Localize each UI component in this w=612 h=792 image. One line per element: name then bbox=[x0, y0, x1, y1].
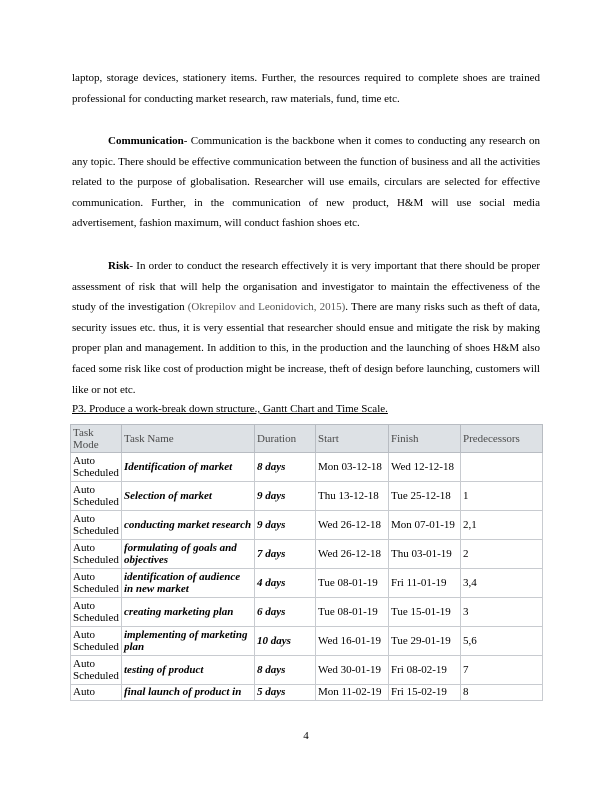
task-start: Mon 11-02-19 bbox=[316, 685, 389, 701]
table-header-row bbox=[71, 425, 543, 453]
task-name: implementing of marketing plan bbox=[122, 627, 255, 656]
intro-paragraph: laptop, storage devices, stationery items. Further, the resources required to complete shoes are trained professional for conducting market research, raw materials, fund, time etc. bbox=[72, 72, 540, 105]
task-predecessors: 3 bbox=[461, 598, 543, 627]
task-mode: Auto Scheduled bbox=[71, 540, 122, 569]
communication-paragraph bbox=[72, 131, 540, 234]
task-duration: 8 days bbox=[255, 656, 316, 685]
task-name: identification of audience in new market bbox=[122, 569, 255, 598]
task-start: Wed 16-01-19 bbox=[316, 627, 389, 656]
risk-term: Risk bbox=[108, 260, 130, 272]
page-number: 4 bbox=[303, 730, 309, 742]
task-start: Tue 08-01-19 bbox=[316, 598, 389, 627]
section-heading: P3. Produce a work-break down structure., Gantt Chart and Time Scale. bbox=[72, 403, 388, 415]
communication-text: - Communication is the backbone when it comes to conducting any research on any topic. There should be effective communication between the function of business and all the activities related to the purpose of globalisation. Researcher will use emails, circulars are selected for effective communication. Further, in the communication of new product, H&M will use social media advertisement, fashion maximum, will conduct fashion shoes etc. bbox=[72, 135, 540, 230]
task-predecessors: 5,6 bbox=[461, 627, 543, 656]
task-finish: Tue 25-12-18 bbox=[389, 482, 461, 511]
task-name: testing of product bbox=[122, 656, 255, 685]
risk-text: - In order to conduct the research effectively it is very important that there should be proper assessment of risk that will help the organisation and investigator to maintain the effectiveness of the study of the investigation bbox=[72, 260, 540, 314]
header-predecessors: Predecessors bbox=[461, 425, 543, 453]
task-mode: Auto Scheduled bbox=[71, 627, 122, 656]
table-row bbox=[71, 569, 543, 598]
task-predecessors: 2 bbox=[461, 540, 543, 569]
task-predecessors: 3,4 bbox=[461, 569, 543, 598]
table-row bbox=[71, 627, 543, 656]
task-mode: Auto Scheduled bbox=[71, 482, 122, 511]
task-name: creating marketing plan bbox=[122, 598, 255, 627]
task-duration: 7 days bbox=[255, 540, 316, 569]
task-name: final launch of product in bbox=[122, 685, 255, 701]
task-mode: Auto Scheduled bbox=[71, 511, 122, 540]
table-row bbox=[71, 598, 543, 627]
task-duration: 9 days bbox=[255, 482, 316, 511]
task-finish: Fri 15-02-19 bbox=[389, 685, 461, 701]
task-start: Thu 13-12-18 bbox=[316, 482, 389, 511]
task-finish: Fri 11-01-19 bbox=[389, 569, 461, 598]
task-duration: 10 days bbox=[255, 627, 316, 656]
risk-text-continued: . There are many risks such as theft of data, security issues etc. thus, it is very essential that researcher should ensue and mitigate the risk by making proper plan and management. In addition to this, in the production and the launching of shoes H&M also faced some risk like cost of production might be increase, theft of design before launching, customers will like or not etc. bbox=[72, 301, 540, 396]
task-start: Tue 08-01-19 bbox=[316, 569, 389, 598]
task-mode: Auto Scheduled bbox=[71, 656, 122, 685]
task-start: Mon 03-12-18 bbox=[316, 453, 389, 482]
table-row bbox=[71, 482, 543, 511]
task-finish: Wed 12-12-18 bbox=[389, 453, 461, 482]
task-predecessors bbox=[461, 453, 543, 482]
header-start: Start bbox=[316, 425, 389, 453]
header-task-mode: Task Mode bbox=[71, 425, 122, 453]
task-mode: Auto bbox=[71, 685, 122, 701]
task-predecessors: 2,1 bbox=[461, 511, 543, 540]
task-mode: Auto Scheduled bbox=[71, 453, 122, 482]
task-mode: Auto Scheduled bbox=[71, 569, 122, 598]
table-row bbox=[71, 685, 543, 701]
table-row bbox=[71, 453, 543, 482]
task-start: Wed 26-12-18 bbox=[316, 540, 389, 569]
task-duration: 4 days bbox=[255, 569, 316, 598]
task-duration: 6 days bbox=[255, 598, 316, 627]
gantt-task-table bbox=[70, 424, 543, 701]
header-duration: Duration bbox=[255, 425, 316, 453]
table-row bbox=[71, 511, 543, 540]
task-duration: 5 days bbox=[255, 685, 316, 701]
task-predecessors: 7 bbox=[461, 656, 543, 685]
task-name: Identification of market bbox=[122, 453, 255, 482]
header-task-name: Task Name bbox=[122, 425, 255, 453]
task-start: Wed 26-12-18 bbox=[316, 511, 389, 540]
risk-citation: (Okrepilov and Leonidovich, 2015) bbox=[187, 301, 346, 314]
task-start: Wed 30-01-19 bbox=[316, 656, 389, 685]
task-name: formulating of goals and objectives bbox=[122, 540, 255, 569]
task-finish: Thu 03-01-19 bbox=[389, 540, 461, 569]
task-name: Selection of market bbox=[122, 482, 255, 511]
task-finish: Fri 08-02-19 bbox=[389, 656, 461, 685]
task-name: conducting market research bbox=[122, 511, 255, 540]
header-finish: Finish bbox=[389, 425, 461, 453]
task-predecessors: 8 bbox=[461, 685, 543, 701]
task-finish: Tue 29-01-19 bbox=[389, 627, 461, 656]
task-finish: Tue 15-01-19 bbox=[389, 598, 461, 627]
communication-term: Communication bbox=[108, 135, 184, 147]
risk-paragraph bbox=[72, 256, 540, 400]
task-duration: 9 days bbox=[255, 511, 316, 540]
table-row bbox=[71, 540, 543, 569]
task-mode: Auto Scheduled bbox=[71, 598, 122, 627]
task-duration: 8 days bbox=[255, 453, 316, 482]
task-predecessors: 1 bbox=[461, 482, 543, 511]
task-finish: Mon 07-01-19 bbox=[389, 511, 461, 540]
table-row bbox=[71, 656, 543, 685]
